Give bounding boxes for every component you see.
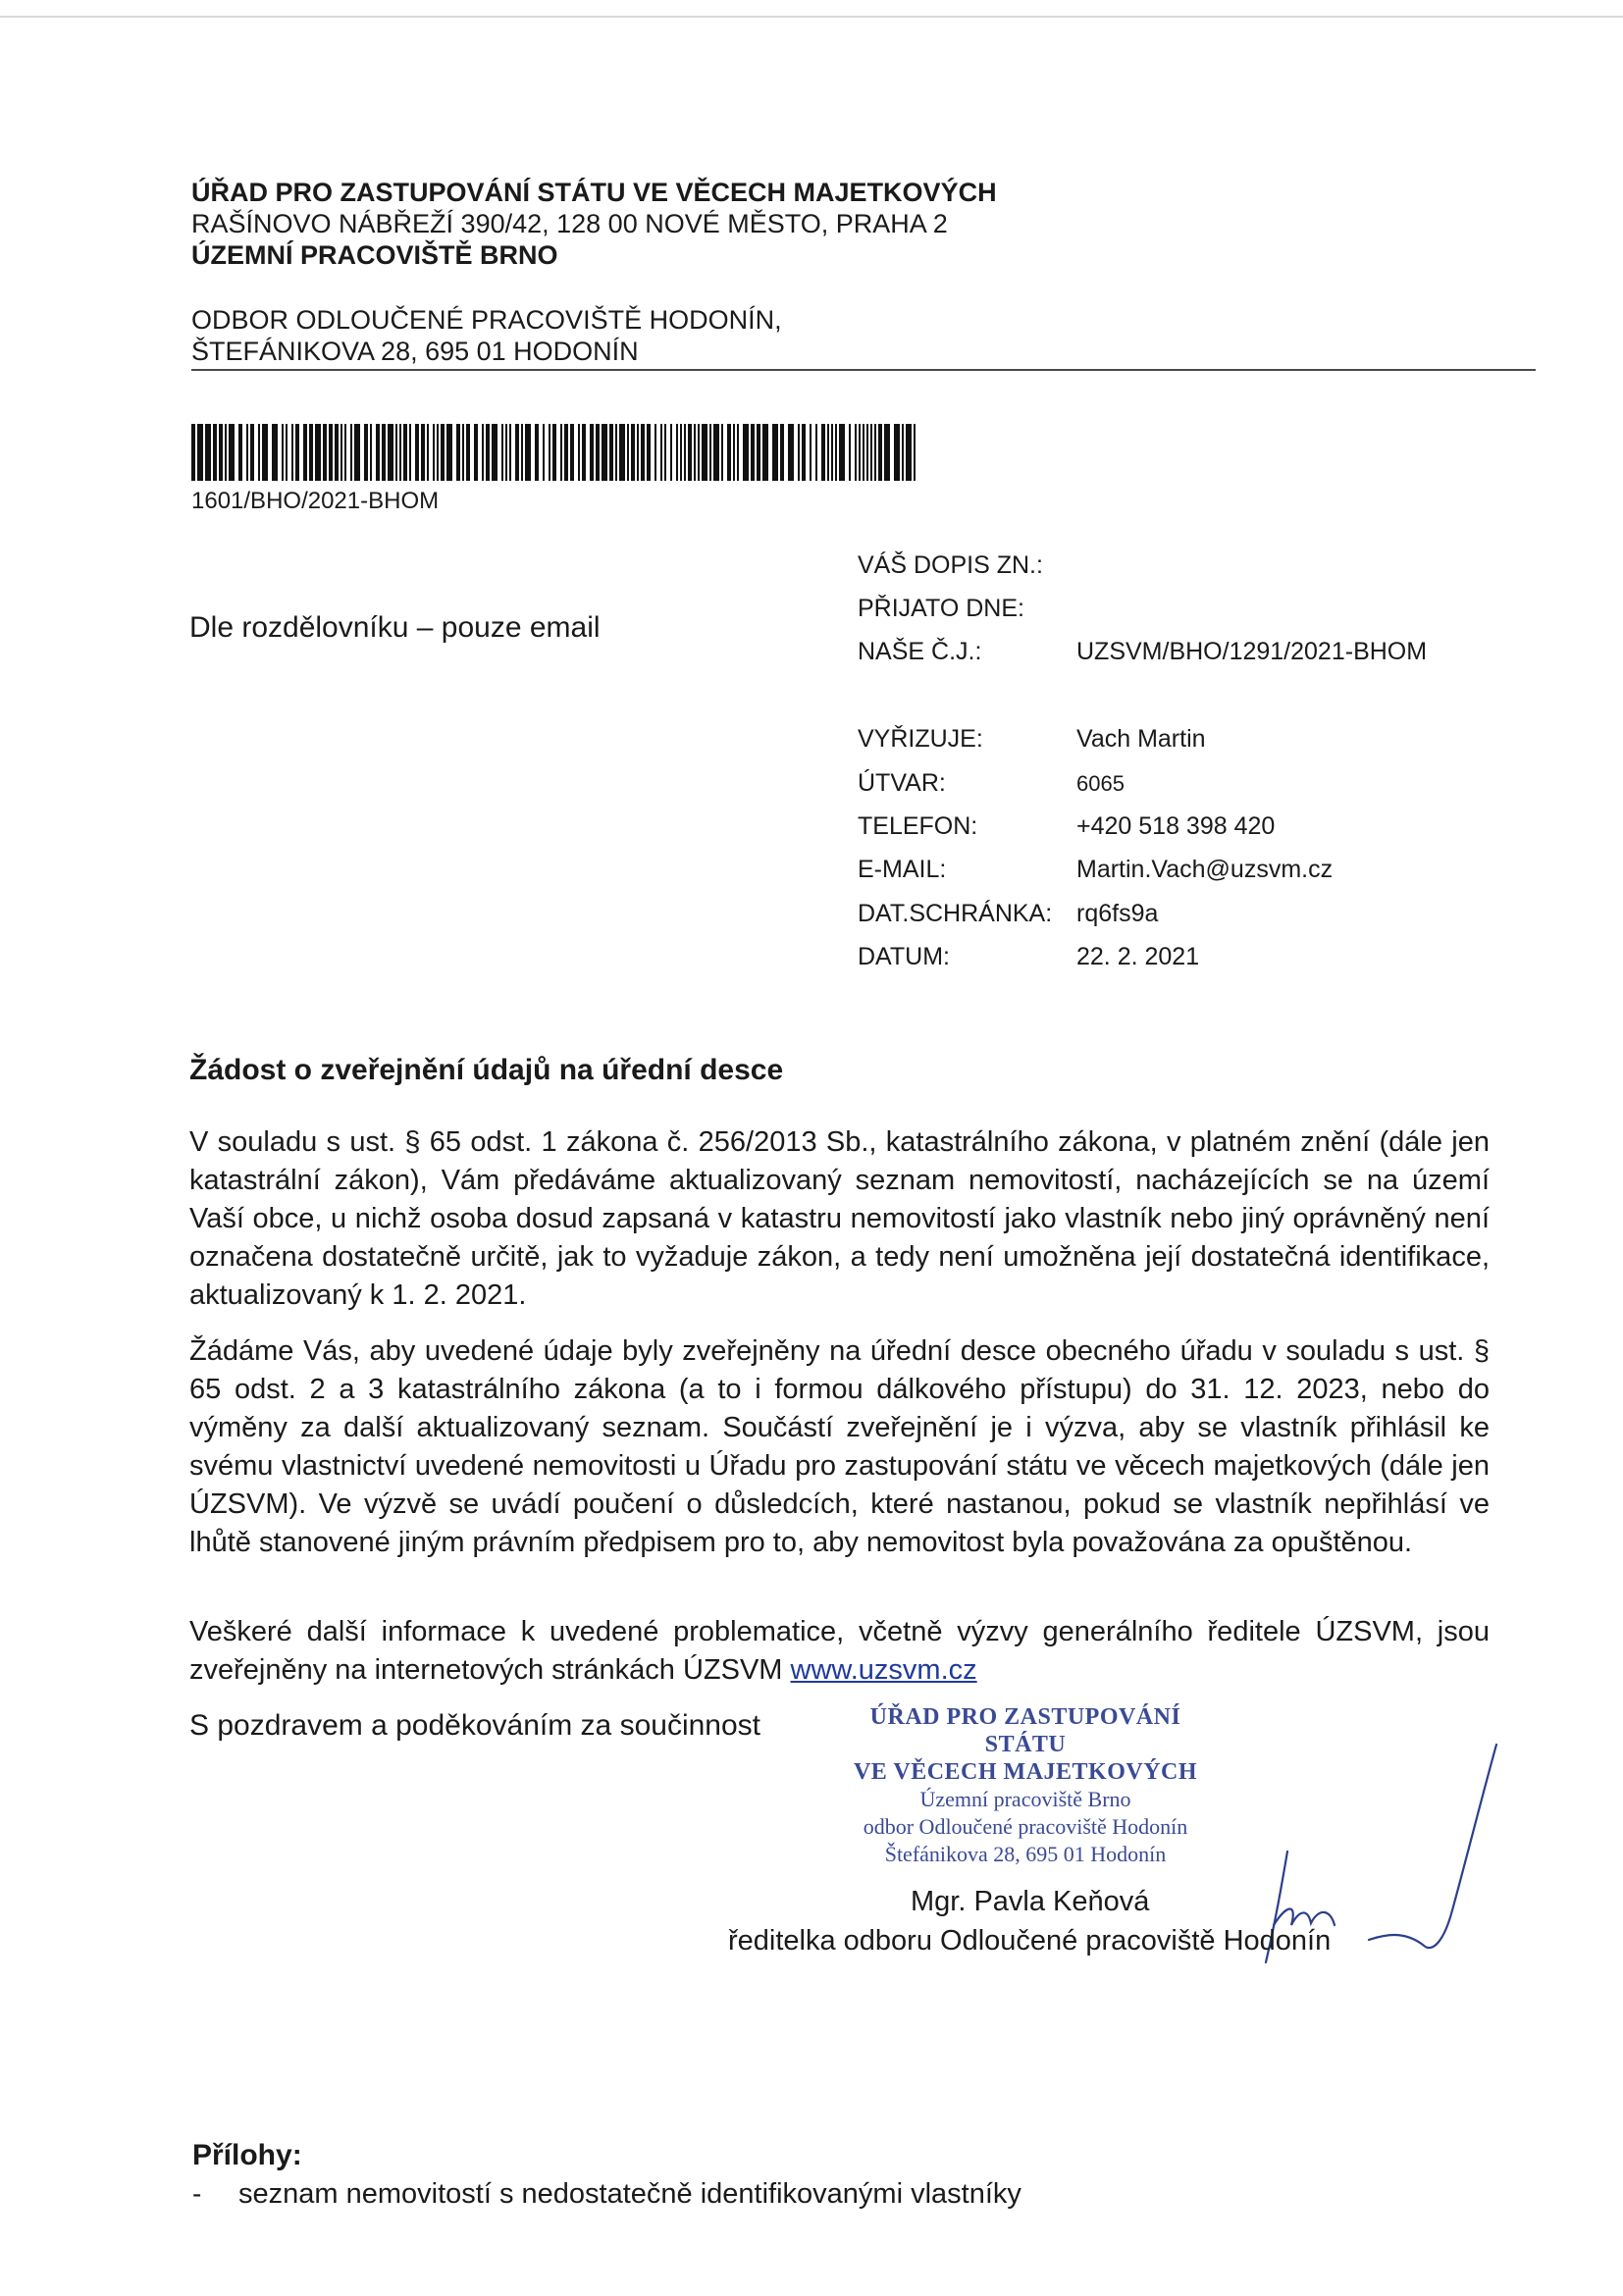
barcode-bar	[670, 424, 672, 481]
barcode-bar	[466, 424, 470, 481]
barcode-bar	[515, 424, 519, 481]
office-name: ÚŘAD PRO ZASTUPOVÁNÍ STÁTU VE VĚCECH MAJETKOVÝCH	[191, 178, 997, 207]
barcode-bar	[295, 424, 299, 481]
barcode-bar	[521, 424, 523, 481]
barcode-bar	[315, 424, 321, 481]
body-paragraph-3-text: Veškeré další informace k uvedené problematice, včetně výzvy generálního ředitele ÚZSVM, jsou zveřejněny na internetových stránkách ÚZSVM	[189, 1616, 1490, 1686]
barcode-bar	[660, 424, 662, 481]
our-ref-value: UZSVM/BHO/1291/2021-BHOM	[1076, 638, 1428, 665]
barcode-bar	[427, 424, 429, 481]
barcode-bar	[543, 424, 545, 481]
barcode-bar	[309, 424, 313, 481]
barcode-bar	[229, 424, 235, 481]
barcode-bar	[219, 424, 223, 481]
barcode-bar	[382, 424, 386, 481]
barcode-bar	[205, 424, 211, 481]
barcode-bar	[329, 424, 333, 481]
department-line-1: ODBOR ODLOUČENÉ PRACOVIŠTĚ HODONÍN,	[191, 305, 782, 335]
barcode-bar	[609, 424, 613, 481]
header-divider	[191, 369, 1536, 371]
barcode-bar	[433, 424, 435, 481]
barcode-bar	[582, 424, 586, 481]
barcode-bar	[906, 424, 912, 481]
barcode-bar	[388, 424, 393, 481]
phone-label: TELEFON:	[858, 812, 978, 840]
barcode-bar	[441, 424, 445, 481]
barcode-bar	[902, 424, 904, 481]
barcode-bar	[286, 424, 288, 481]
barcode-bar	[751, 424, 755, 481]
barcode-bar	[839, 424, 845, 481]
our-ref-label: NAŠE Č.J.:	[858, 638, 982, 665]
barcode-bar	[694, 424, 696, 481]
barcode-bar	[602, 424, 607, 481]
barcode-bar	[615, 424, 617, 481]
barcode-bar	[340, 424, 342, 481]
barcode-bar	[859, 424, 861, 481]
barcode-bar	[863, 424, 864, 481]
barcode-bar	[213, 424, 217, 481]
barcode-bar	[590, 424, 594, 481]
barcode-bar	[350, 424, 352, 481]
barcode-bar	[627, 424, 629, 481]
your-letter-label: VÁŠ DOPIS ZN.:	[858, 551, 1043, 579]
recipient: Dle rozdělovníku – pouze email	[189, 611, 601, 644]
barcode-bar	[810, 424, 812, 481]
handled-by-label: VYŘIZUJE:	[858, 725, 983, 753]
barcode-bar	[501, 424, 503, 481]
official-stamp	[839, 1703, 1212, 1868]
barcode-bar	[743, 424, 749, 481]
barcode-bar	[395, 424, 397, 481]
barcode-bar	[370, 424, 372, 481]
email-value: Martin.Vach@uzsvm.cz	[1076, 856, 1334, 883]
territorial-office: ÚZEMNÍ PRACOVIŠTĚ BRNO	[191, 240, 558, 270]
barcode-bar	[364, 424, 368, 481]
barcode-bar	[482, 424, 484, 481]
barcode-bar	[399, 424, 401, 481]
barcode-bar	[250, 424, 254, 481]
barcode-bar	[757, 424, 760, 481]
databox-label: DAT.SCHRÁNKA:	[858, 900, 1053, 927]
barcode-bar	[688, 424, 692, 481]
barcode-number: 1601/BHO/2021-BHOM	[191, 488, 440, 514]
department-address: ŠTEFÁNIKOVA 28, 695 01 HODONÍN	[191, 337, 639, 366]
barcode-bar	[291, 424, 293, 481]
barcode-bar	[596, 424, 600, 481]
barcode-bar	[641, 424, 645, 481]
barcode-bar	[262, 424, 268, 481]
barcode-bar	[647, 424, 651, 481]
body-paragraph-2: Žádáme Vás, aby uvedené údaje byly zveřejněny na úřední desce obecného úřadu v souladu s ust. § 65 odst. 2 a 3 katastrálního zákona (a to i formou dálkového přístupu) do 31. 12. 2023, nebo do výměny za další aktualizovaný seznam. Součástí zveřejnění je i výzva, aby se vlastník přihlásil ke svému vlastnictví uvedené nemovitosti u Úřadu pro zastupování státu ve věcech majetkových (dále jen ÚZSVM). Ve výzvě se uvádí poučení o důsledcích, které nastanou, pokud se vlastník nepřihlásí ve lhůtě stanovené jiným právním předpisem pro to, aby nemovitost byla považována za opuštěnou.	[189, 1335, 1490, 1558]
unit-value: 6065	[1076, 771, 1125, 796]
barcode-bar	[570, 424, 574, 481]
barcode-bar	[354, 424, 360, 481]
barcode-bar	[874, 424, 876, 481]
barcode-bar	[680, 424, 682, 481]
handled-by-value: Vach Martin	[1076, 725, 1206, 753]
barcode-bar	[323, 424, 327, 481]
barcode-bar	[780, 424, 784, 481]
barcode-bar	[549, 424, 550, 481]
stamp-line-1: ÚŘAD PRO ZASTUPOVÁNÍ STÁTU	[869, 1704, 1181, 1757]
barcode-bar	[258, 424, 260, 481]
barcode-bar	[870, 424, 872, 481]
barcode-bar	[802, 424, 806, 481]
barcode-bar	[733, 424, 735, 481]
barcode-bar	[772, 424, 778, 481]
barcode-bar	[509, 424, 511, 481]
barcode-bar	[474, 424, 478, 481]
barcode-bar	[486, 424, 490, 481]
barcode-bar	[855, 424, 857, 481]
barcode-bar	[456, 424, 460, 481]
barcode-bar	[827, 424, 829, 481]
barcode-bar	[564, 424, 568, 481]
barcode-bar	[788, 424, 794, 481]
barcode-bar	[762, 424, 768, 481]
barcode-bar	[664, 424, 666, 481]
stamp-line-3: Územní pracoviště Brno	[919, 1787, 1131, 1811]
barcode-bar	[376, 424, 380, 481]
office-address: RAŠÍNOVO NÁBŘEŽÍ 390/42, 128 00 NOVÉ MĚSTO, PRAHA 2	[191, 209, 948, 238]
barcode-bar	[560, 424, 562, 481]
barcode-bar	[821, 424, 825, 481]
barcode-bar	[535, 424, 539, 481]
barcode-bar	[878, 424, 882, 481]
barcode-bar	[684, 424, 686, 481]
barcode-bar	[335, 424, 339, 481]
barcode-bar	[191, 424, 195, 481]
website-link[interactable]: www.uzsvm.cz	[790, 1654, 977, 1686]
barcode-bar	[437, 424, 439, 481]
barcode-bar	[578, 424, 580, 481]
barcode-bar	[415, 424, 419, 481]
barcode-bar	[403, 424, 407, 481]
barcode-bar	[272, 424, 278, 481]
barcode-bar	[798, 424, 800, 481]
barcode-bar	[225, 424, 227, 481]
barcode-bar	[835, 424, 837, 481]
received-label: PŘIJATO DNE:	[858, 595, 1024, 622]
barcode-bar	[849, 424, 851, 481]
barcode-bar	[884, 424, 890, 481]
barcode-bar	[446, 424, 452, 481]
barcode-bar	[552, 424, 556, 481]
body-paragraph-1: V souladu s ust. § 65 odst. 1 zákona č. 256/2013 Sb., katastrálního zákona, v platném znění (dále jen katastrální zákon), Vám předáváme aktualizovaný seznam nemovitostí, nacházejících se na území Vaší obce, u nichž osoba dosud zapsaná v katastru nemovitostí jako vlastník nebo jiný oprávněný není označena dostatečně určitě, jak to vyžaduje zákon, a tedy není umožněna její dostatečná identifikace, aktualizovaný k 1. 2. 2021.	[189, 1126, 1490, 1311]
attachment-item: seznam nemovitostí s nedostatečně identifikovanými vlastníky	[238, 2178, 1021, 2210]
phone-value: +420 518 398 420	[1076, 812, 1276, 840]
barcode	[191, 424, 922, 481]
attachments-title: Přílohy:	[192, 2139, 302, 2171]
barcode-bar	[492, 424, 497, 481]
barcode-bar	[894, 424, 900, 481]
barcode-bar	[914, 424, 916, 481]
barcode-bar	[866, 424, 868, 481]
barcode-bar	[831, 424, 833, 481]
letter-subject: Žádost o zveřejnění údajů na úřední desce	[189, 1054, 784, 1086]
barcode-bar	[709, 424, 711, 481]
barcode-bar	[713, 424, 719, 481]
barcode-bar	[246, 424, 248, 481]
barcode-bar	[631, 424, 635, 481]
barcode-bar	[815, 424, 817, 481]
stamp-line-2: VE VĚCECH MAJETKOVÝCH	[853, 1759, 1198, 1785]
barcode-bar	[721, 424, 723, 481]
barcode-bar	[654, 424, 656, 481]
barcode-bar	[505, 424, 507, 481]
barcode-bar	[698, 424, 700, 481]
barcode-bar	[344, 424, 346, 481]
signer-name: Mgr. Pavla Keňová	[911, 1886, 1150, 1917]
barcode-bar	[737, 424, 739, 481]
databox-value: rq6fs9a	[1076, 900, 1159, 927]
date-label: DATUM:	[858, 943, 950, 970]
barcode-bar	[197, 424, 203, 481]
barcode-bar	[421, 424, 425, 481]
barcode-bar	[702, 424, 707, 481]
barcode-bar	[282, 424, 284, 481]
barcode-bar	[409, 424, 411, 481]
barcode-bar	[619, 424, 625, 481]
barcode-bar	[303, 424, 307, 481]
closing-greeting: S pozdravem a poděkováním za součinnost	[189, 1709, 760, 1742]
barcode-bar	[637, 424, 639, 481]
unit-label: ÚTVAR:	[858, 769, 946, 797]
barcode-bar	[238, 424, 242, 481]
attachment-bullet: -	[192, 2178, 202, 2209]
barcode-bar	[525, 424, 531, 481]
stamp-line-5: Štefánikova 28, 695 01 Hodonín	[884, 1842, 1167, 1866]
signer-role: ředitelka odboru Odloučené pracoviště Hodonín	[728, 1925, 1332, 1957]
barcode-bar	[462, 424, 464, 481]
email-label: E-MAIL:	[858, 856, 947, 883]
barcode-bar	[676, 424, 678, 481]
barcode-bar	[727, 424, 731, 481]
body-paragraph-3	[189, 1613, 1490, 1690]
stamp-line-4: odbor Odloučené pracoviště Hodonín	[863, 1814, 1188, 1839]
date-value: 22. 2. 2021	[1076, 943, 1200, 970]
scan-edge-line	[0, 16, 1623, 18]
